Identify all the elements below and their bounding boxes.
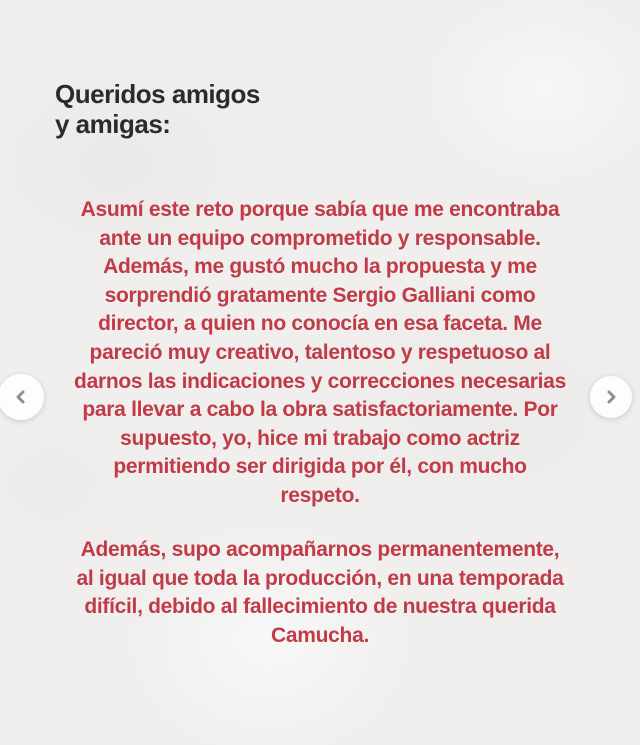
letter-line: Camucha. xyxy=(271,623,369,647)
letter-line: Además, me gustó mucho la propuesta y me xyxy=(103,255,537,279)
letter-line: sorprendió gratamente Sergio Galliani como xyxy=(104,283,536,307)
letter-line: respeto. xyxy=(280,483,360,507)
chevron-right-icon xyxy=(604,390,618,404)
letter-line: Asumí este reto porque sabía que me encontraba xyxy=(80,198,560,221)
letter-heading xyxy=(55,79,260,139)
letter-line: pareció muy creativo, talentoso y respetuoso al xyxy=(89,340,551,364)
letter-line: darnos las indicaciones y correcciones necesarias xyxy=(74,369,566,393)
carousel-next-button[interactable] xyxy=(590,376,632,418)
letter-line: ante un equipo comprometido y responsable. xyxy=(99,226,541,250)
letter-line: al igual que toda la producción, en una temporada xyxy=(76,566,564,590)
letter-paragraph-1 xyxy=(0,196,640,511)
letter-line: supuesto, yo, hice mi trabajo como actriz xyxy=(120,426,520,450)
letter-line: difícil, debido al fallecimiento de nuestra querida xyxy=(84,595,556,619)
carousel-prev-button[interactable] xyxy=(0,374,44,420)
chevron-left-icon xyxy=(14,390,28,404)
heading-line-2: y amigas: xyxy=(55,109,171,139)
letter-line: para llevar a cabo la obra satisfactoriamente. Por xyxy=(82,398,558,422)
letter-line: permitiendo ser dirigida por él, con mucho xyxy=(113,455,527,479)
letter-line: director, a quien no conocía en esa faceta. Me xyxy=(98,312,542,336)
heading-line-1: Queridos amigos xyxy=(55,79,260,109)
letter-paragraph-2 xyxy=(0,536,640,650)
letter-line: Además, supo acompañarnos permanentemente, xyxy=(80,538,560,561)
